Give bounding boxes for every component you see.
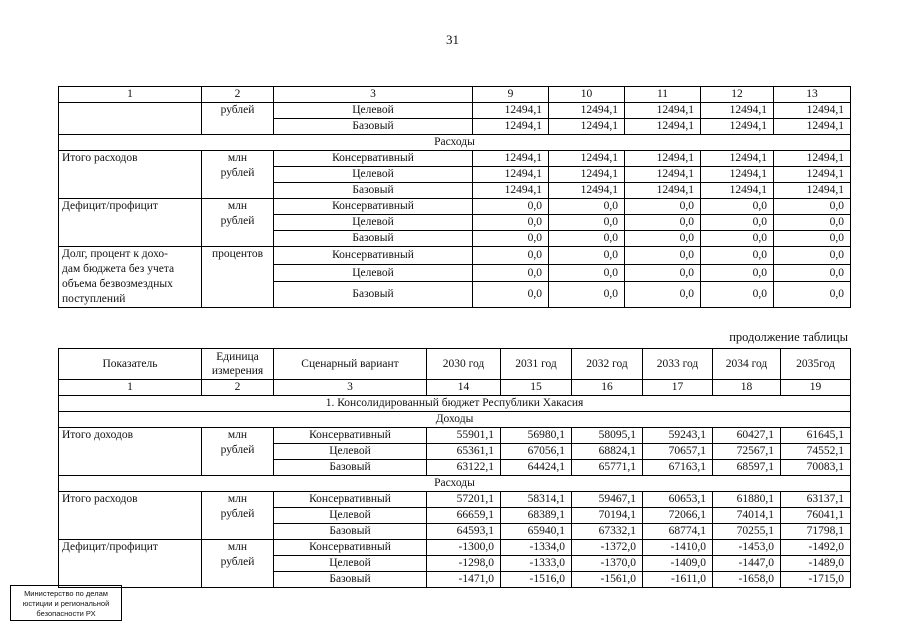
value-cell: 0,0: [625, 282, 701, 308]
value-cell: 0,0: [625, 231, 701, 247]
variant-name: Целевой: [274, 444, 427, 460]
value-cell: 12494,1: [774, 119, 851, 135]
column-number: 18: [713, 380, 781, 396]
column-number: 11: [625, 87, 701, 103]
column-header: 2035год: [781, 349, 851, 380]
table-row: [59, 396, 851, 412]
value-cell: 12494,1: [625, 167, 701, 183]
value-cell: -1298,0: [427, 556, 501, 572]
value-cell: -1489,0: [781, 556, 851, 572]
variant-name: Базовый: [274, 460, 427, 476]
variant-name: Базовый: [274, 183, 473, 199]
indicator-cell: [59, 103, 202, 135]
variant-name: Консервативный: [274, 428, 427, 444]
value-cell: 72567,1: [713, 444, 781, 460]
value-cell: 63137,1: [781, 492, 851, 508]
unit-cell: процентов: [202, 247, 274, 308]
value-cell: -1715,0: [781, 572, 851, 588]
column-number: 3: [274, 380, 427, 396]
unit-cell: млн рублей: [202, 492, 274, 540]
value-cell: 57201,1: [427, 492, 501, 508]
column-header: 2033 год: [643, 349, 713, 380]
value-cell: 0,0: [473, 231, 549, 247]
variant-name: Целевой: [274, 264, 473, 282]
value-cell: -1409,0: [643, 556, 713, 572]
value-cell: 12494,1: [473, 103, 549, 119]
variant-name: Базовый: [274, 231, 473, 247]
value-cell: 68774,1: [643, 524, 713, 540]
value-cell: 61645,1: [781, 428, 851, 444]
value-cell: 70083,1: [781, 460, 851, 476]
column-number: 19: [781, 380, 851, 396]
value-cell: 61880,1: [713, 492, 781, 508]
table-row: [59, 349, 851, 380]
value-cell: 0,0: [774, 231, 851, 247]
bottom-budget-table: [58, 348, 851, 588]
value-cell: 70657,1: [643, 444, 713, 460]
value-cell: 12494,1: [625, 103, 701, 119]
value-cell: 12494,1: [473, 119, 549, 135]
value-cell: 12494,1: [701, 167, 774, 183]
value-cell: 12494,1: [701, 183, 774, 199]
value-cell: 12494,1: [774, 183, 851, 199]
value-cell: 0,0: [774, 199, 851, 215]
value-cell: 0,0: [549, 264, 625, 282]
column-number: 3: [274, 87, 473, 103]
value-cell: 0,0: [774, 264, 851, 282]
value-cell: 65940,1: [501, 524, 572, 540]
table-row: [59, 135, 851, 151]
value-cell: 59243,1: [643, 428, 713, 444]
table-row: [59, 247, 851, 265]
column-number: 13: [774, 87, 851, 103]
table-row: [59, 428, 851, 444]
value-cell: -1492,0: [781, 540, 851, 556]
column-number: 10: [549, 87, 625, 103]
column-header: Единица измерения: [202, 349, 274, 380]
value-cell: 12494,1: [625, 151, 701, 167]
unit-cell: млн рублей: [202, 199, 274, 247]
value-cell: -1471,0: [427, 572, 501, 588]
variant-name: Целевой: [274, 508, 427, 524]
variant-name: Базовый: [274, 524, 427, 540]
value-cell: 68824,1: [572, 444, 643, 460]
table-row: [59, 492, 851, 508]
value-cell: 0,0: [774, 215, 851, 231]
value-cell: 12494,1: [549, 103, 625, 119]
variant-name: Базовый: [274, 282, 473, 308]
section-header: Расходы: [59, 135, 851, 151]
column-number: 14: [427, 380, 501, 396]
table-row: [59, 103, 851, 119]
table-row: [59, 540, 851, 556]
ministry-stamp: Министерство по делам юстиции и региональной безопасности РХ: [10, 585, 122, 621]
variant-name: Консервативный: [274, 151, 473, 167]
value-cell: 55901,1: [427, 428, 501, 444]
value-cell: 60427,1: [713, 428, 781, 444]
value-cell: 0,0: [549, 247, 625, 265]
value-cell: 66659,1: [427, 508, 501, 524]
page-number: 31: [446, 32, 459, 47]
top-budget-table: [58, 86, 851, 308]
table-row: [59, 151, 851, 167]
variant-name: Целевой: [274, 103, 473, 119]
section-title: 1. Консолидированный бюджет Республики Хакасия: [59, 396, 851, 412]
value-cell: 71798,1: [781, 524, 851, 540]
value-cell: 0,0: [549, 231, 625, 247]
value-cell: 70194,1: [572, 508, 643, 524]
value-cell: 0,0: [701, 282, 774, 308]
value-cell: -1453,0: [713, 540, 781, 556]
value-cell: 12494,1: [625, 119, 701, 135]
value-cell: -1561,0: [572, 572, 643, 588]
value-cell: 12494,1: [701, 151, 774, 167]
column-number: 15: [501, 380, 572, 396]
indicator-cell: Долг, процент к дохо- дам бюджета без учета объема безвозмездных поступлений: [59, 247, 202, 308]
value-cell: 58095,1: [572, 428, 643, 444]
table-row: [59, 199, 851, 215]
value-cell: -1334,0: [501, 540, 572, 556]
variant-name: Целевой: [274, 215, 473, 231]
value-cell: -1447,0: [713, 556, 781, 572]
value-cell: 12494,1: [701, 119, 774, 135]
value-cell: 65361,1: [427, 444, 501, 460]
value-cell: 67332,1: [572, 524, 643, 540]
value-cell: 64424,1: [501, 460, 572, 476]
variant-name: Консервативный: [274, 540, 427, 556]
value-cell: 0,0: [625, 215, 701, 231]
value-cell: 74014,1: [713, 508, 781, 524]
value-cell: 72066,1: [643, 508, 713, 524]
variant-name: Консервативный: [274, 492, 427, 508]
indicator-cell: Итого расходов: [59, 492, 202, 540]
value-cell: 12494,1: [774, 167, 851, 183]
variant-name: Целевой: [274, 556, 427, 572]
value-cell: -1372,0: [572, 540, 643, 556]
value-cell: 12494,1: [774, 103, 851, 119]
value-cell: 70255,1: [713, 524, 781, 540]
unit-cell: млн рублей: [202, 540, 274, 588]
column-number: 12: [701, 87, 774, 103]
indicator-cell: Итого расходов: [59, 151, 202, 199]
value-cell: 12494,1: [701, 103, 774, 119]
value-cell: 12494,1: [473, 183, 549, 199]
variant-name: Консервативный: [274, 199, 473, 215]
value-cell: 0,0: [701, 215, 774, 231]
value-cell: 12494,1: [774, 151, 851, 167]
value-cell: 0,0: [625, 199, 701, 215]
value-cell: -1333,0: [501, 556, 572, 572]
column-number: 17: [643, 380, 713, 396]
value-cell: 0,0: [625, 247, 701, 265]
value-cell: 12494,1: [549, 151, 625, 167]
value-cell: 12494,1: [473, 151, 549, 167]
value-cell: 0,0: [473, 282, 549, 308]
unit-cell: млн рублей: [202, 428, 274, 476]
unit-cell: млн рублей: [202, 151, 274, 199]
value-cell: 63122,1: [427, 460, 501, 476]
indicator-cell: Итого доходов: [59, 428, 202, 476]
value-cell: 68389,1: [501, 508, 572, 524]
column-header: 2032 год: [572, 349, 643, 380]
column-number: 1: [59, 87, 202, 103]
value-cell: 12494,1: [549, 167, 625, 183]
value-cell: 0,0: [473, 247, 549, 265]
table-row: [59, 476, 851, 492]
value-cell: -1658,0: [713, 572, 781, 588]
value-cell: 0,0: [774, 282, 851, 308]
column-header: 2031 год: [501, 349, 572, 380]
value-cell: 74552,1: [781, 444, 851, 460]
value-cell: -1516,0: [501, 572, 572, 588]
value-cell: -1300,0: [427, 540, 501, 556]
table-row: [59, 380, 851, 396]
table-row: [59, 412, 851, 428]
value-cell: 0,0: [625, 264, 701, 282]
value-cell: 67056,1: [501, 444, 572, 460]
value-cell: 76041,1: [781, 508, 851, 524]
value-cell: 0,0: [701, 199, 774, 215]
indicator-cell: Дефицит/профицит: [59, 540, 202, 588]
value-cell: 68597,1: [713, 460, 781, 476]
value-cell: 0,0: [473, 199, 549, 215]
value-cell: 0,0: [549, 215, 625, 231]
value-cell: 0,0: [549, 199, 625, 215]
value-cell: 0,0: [473, 215, 549, 231]
column-number: 16: [572, 380, 643, 396]
value-cell: 0,0: [701, 264, 774, 282]
value-cell: 0,0: [774, 247, 851, 265]
unit-cell: рублей: [202, 103, 274, 135]
variant-name: Базовый: [274, 119, 473, 135]
value-cell: 0,0: [473, 264, 549, 282]
variant-name: Базовый: [274, 572, 427, 588]
value-cell: -1611,0: [643, 572, 713, 588]
column-header: 2030 год: [427, 349, 501, 380]
value-cell: -1370,0: [572, 556, 643, 572]
section-header: Доходы: [59, 412, 851, 428]
value-cell: 0,0: [549, 282, 625, 308]
value-cell: 12494,1: [549, 183, 625, 199]
column-number: 1: [59, 380, 202, 396]
column-number: 9: [473, 87, 549, 103]
value-cell: 59467,1: [572, 492, 643, 508]
section-header: Расходы: [59, 476, 851, 492]
column-number: 2: [202, 380, 274, 396]
variant-name: Консервативный: [274, 247, 473, 265]
value-cell: 60653,1: [643, 492, 713, 508]
value-cell: 12494,1: [473, 167, 549, 183]
value-cell: 0,0: [701, 231, 774, 247]
column-header: 2034 год: [713, 349, 781, 380]
value-cell: 64593,1: [427, 524, 501, 540]
variant-name: Целевой: [274, 167, 473, 183]
value-cell: 65771,1: [572, 460, 643, 476]
value-cell: 0,0: [701, 247, 774, 265]
table-row: [59, 87, 851, 103]
value-cell: 58314,1: [501, 492, 572, 508]
value-cell: 67163,1: [643, 460, 713, 476]
indicator-cell: Дефицит/профицит: [59, 199, 202, 247]
continuation-note: продолжение таблицы: [729, 330, 848, 344]
value-cell: -1410,0: [643, 540, 713, 556]
column-header: Показатель: [59, 349, 202, 380]
value-cell: 12494,1: [549, 119, 625, 135]
column-header: Сценарный вариант: [274, 349, 427, 380]
column-number: 2: [202, 87, 274, 103]
value-cell: 56980,1: [501, 428, 572, 444]
value-cell: 12494,1: [625, 183, 701, 199]
